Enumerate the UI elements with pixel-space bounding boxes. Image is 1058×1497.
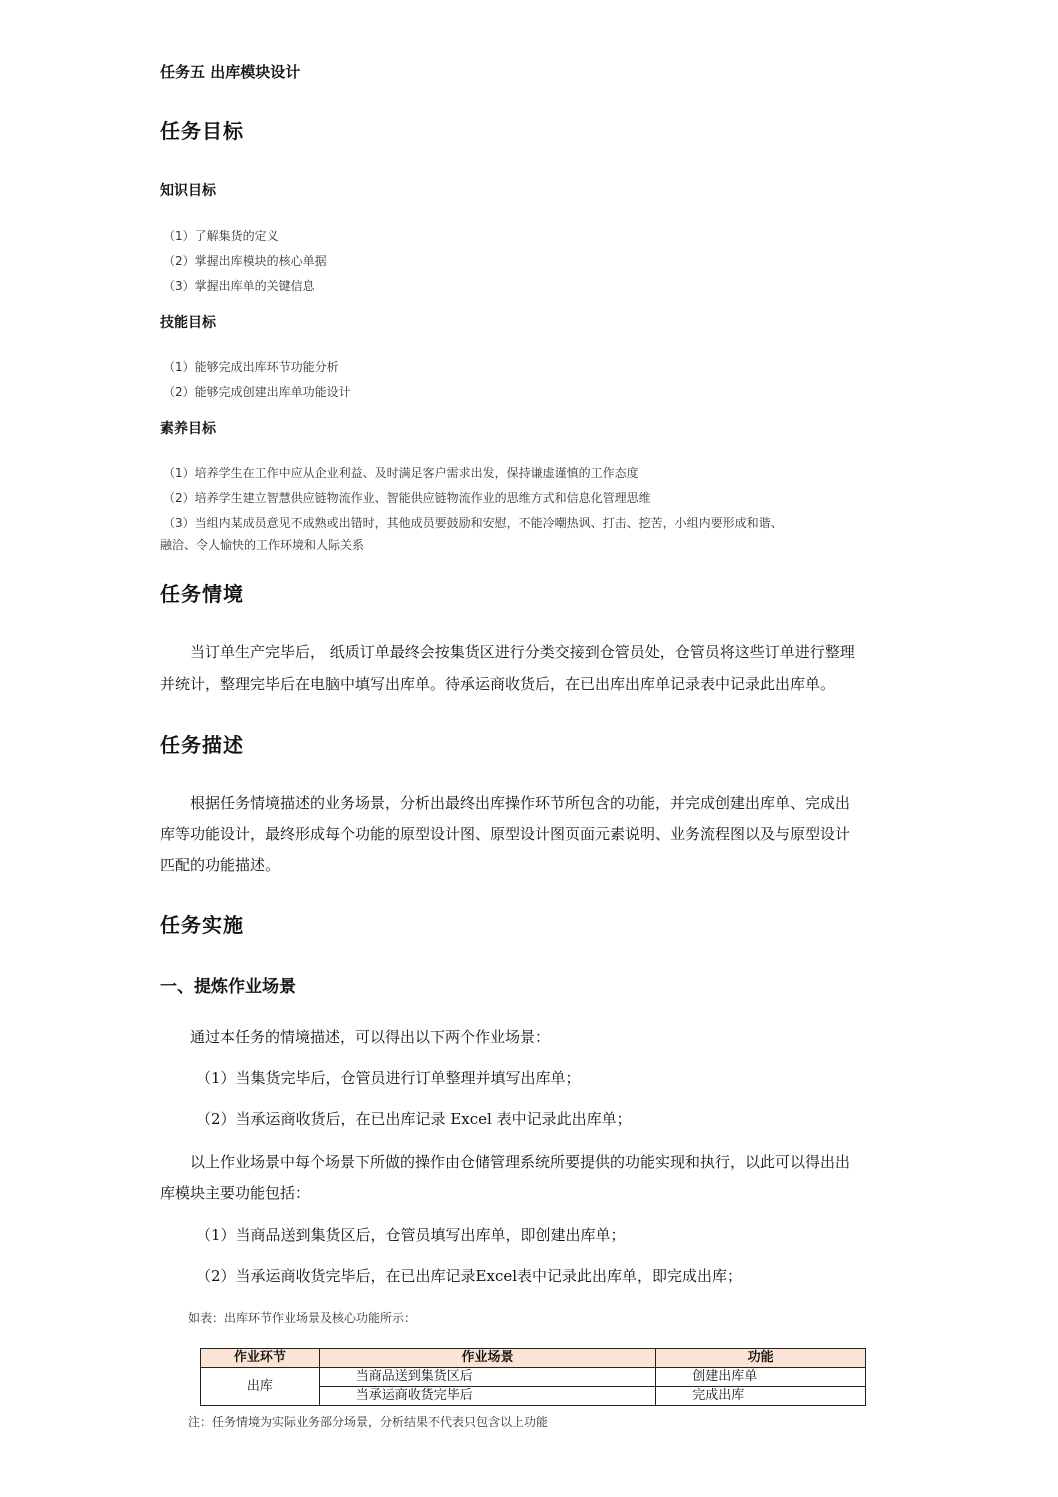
situation-paragraph-line: 并统计，整理完毕后在电脑中填写出库单。待承运商收货后，在已出库出库单记录表中记录此出库单。 [160, 675, 836, 693]
literacy-item: （1）培养学生在工作中应从企业利益、及时满足客户需求出发，保持谦虚谨慎的工作态度 [163, 466, 639, 480]
table-header-cell: 功能 [656, 1349, 866, 1368]
scene-item: （1）当集货完毕后，仓管员进行订单整理并填写出库单； [196, 1069, 581, 1087]
literacy-item-continued: 融洽、令人愉快的工作环境和人际关系 [160, 538, 365, 552]
description-paragraph-line: 匹配的功能描述。 [160, 856, 281, 874]
literacy-item: （3）当组内某成员意见不成熟或出错时，其他成员要鼓励和安慰，不能冷嘲热讽、打击、挖苦，小组内要形成和谐、 [163, 516, 783, 530]
scene-function-table [200, 1348, 866, 1406]
situation-heading: 任务情境 [160, 582, 244, 606]
table-cell-function: 完成出库 [656, 1387, 866, 1406]
scene-intro: 通过本任务的情境描述，可以得出以下两个作业场景： [190, 1028, 551, 1046]
table-cell-scene: 当承运商收货完毕后 [319, 1387, 655, 1406]
skill-item: （2）能够完成创建出库单功能设计 [163, 385, 351, 399]
description-heading: 任务描述 [160, 733, 244, 757]
section-heading-scenes: 一、提炼作业场景 [160, 977, 296, 997]
skill-item: （1）能够完成出库环节功能分析 [163, 360, 339, 374]
situation-paragraph-line: 当订单生产完毕后， 纸质订单最终会按集货区进行分类交接到仓管员处，仓管员将这些订单进行整理 [190, 643, 855, 661]
literacy-goal-heading: 素养目标 [160, 421, 216, 437]
table-cell-function: 创建出库单 [656, 1368, 866, 1387]
goal-heading: 任务目标 [160, 119, 244, 143]
function-item: （1）当商品送到集货区后，仓管员填写出库单，即创建出库单； [196, 1226, 626, 1244]
description-paragraph-line: 根据任务情境描述的业务场景，分析出最终出库操作环节所包含的功能，并完成创建出库单、完成出 [190, 794, 851, 812]
table-cell-link: 出库 [201, 1368, 320, 1406]
knowledge-item: （3）掌握出库单的关键信息 [163, 279, 315, 293]
implementation-heading: 任务实施 [160, 913, 244, 937]
knowledge-goal-heading: 知识目标 [160, 183, 216, 199]
scene-item: （2）当承运商收货后，在已出库记录 Excel 表中记录此出库单； [196, 1110, 632, 1128]
literacy-item: （2）培养学生建立智慧供应链物流作业、智能供应链物流作业的思维方式和信息化管理思维 [163, 491, 651, 505]
knowledge-item: （1）了解集货的定义 [163, 229, 279, 243]
summary-line: 以上作业场景中每个场景下所做的操作由仓储管理系统所要提供的功能实现和执行，以此可以得出出 [190, 1153, 851, 1171]
table-note: 注：任务情境为实际业务部分场景，分析结果不代表只包含以上功能 [188, 1415, 549, 1429]
table-header-cell: 作业场景 [319, 1349, 655, 1368]
knowledge-item: （2）掌握出库模块的核心单据 [163, 254, 327, 268]
table-cell-scene: 当商品送到集货区后 [319, 1368, 655, 1387]
table-header-cell: 作业环节 [201, 1349, 320, 1368]
function-item: （2）当承运商收货完毕后，在已出库记录Excel表中记录此出库单，即完成出库； [196, 1267, 743, 1285]
document-title: 任务五 出库模块设计 [160, 63, 301, 81]
table-caption: 如表：出库环节作业场景及核心功能所示： [188, 1311, 417, 1325]
table-header-row [201, 1349, 866, 1368]
summary-line: 库模块主要功能包括： [160, 1184, 311, 1202]
table-row [201, 1368, 866, 1387]
description-paragraph-line: 库等功能设计，最终形成每个功能的原型设计图、原型设计图页面元素说明、业务流程图以及与原型设计 [160, 825, 851, 843]
skill-goal-heading: 技能目标 [160, 315, 216, 331]
